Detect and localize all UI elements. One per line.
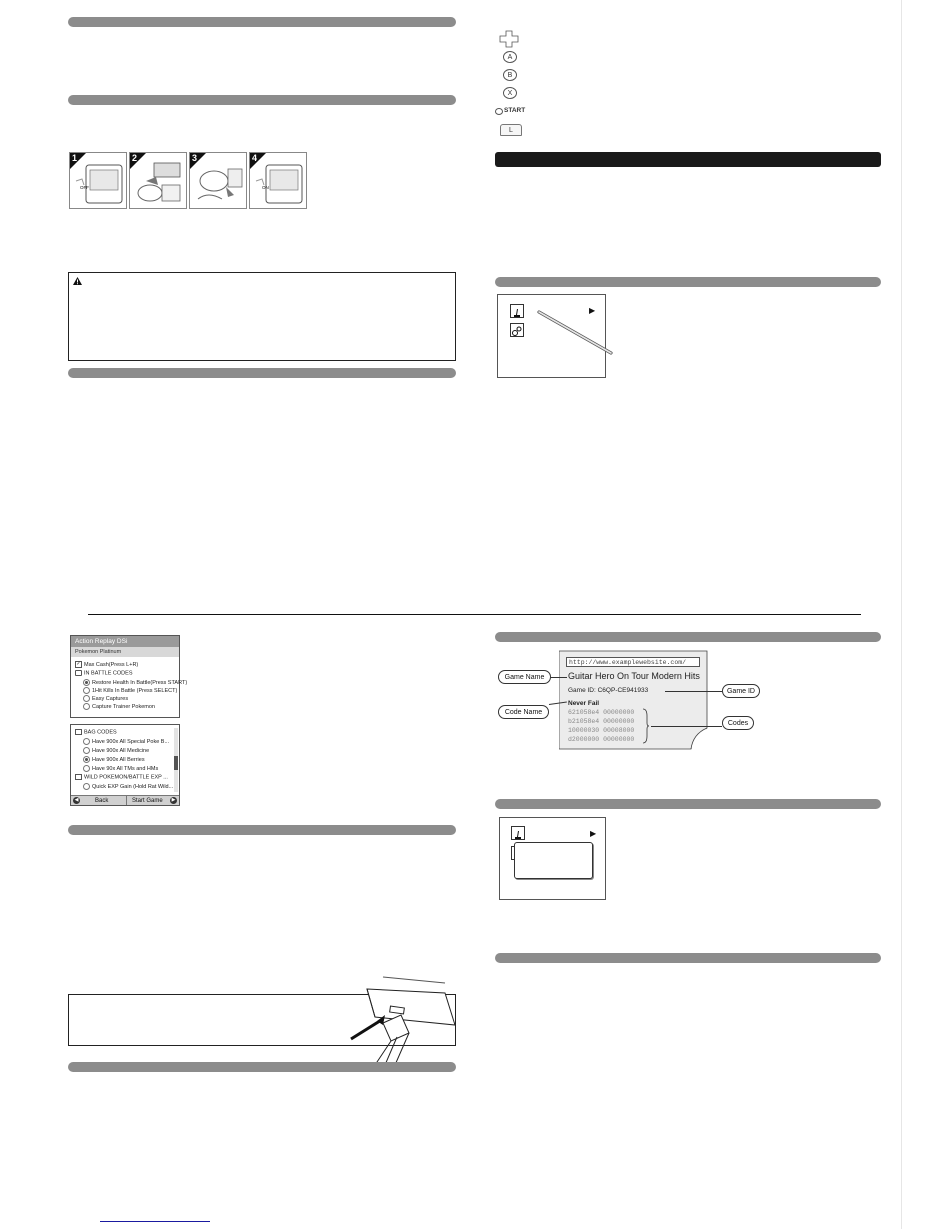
section-header-bar: [495, 277, 881, 287]
confirm-popup[interactable]: [514, 842, 593, 879]
scrollbar-thumb[interactable]: [174, 756, 178, 770]
section-header-bar: [495, 632, 881, 642]
code-list-item[interactable]: Easy Captures: [83, 695, 128, 702]
code-sheet-game-name: Guitar Hero On Tour Modern Hits: [568, 671, 700, 681]
step-on-label: ON: [262, 185, 269, 190]
step-number: 3: [192, 153, 198, 163]
code-list-item[interactable]: 1Hit Kills In Battle (Press SELECT): [83, 687, 177, 694]
code-sheet-url: http://www.examplewebsite.com/: [566, 657, 700, 667]
x-button-icon: X: [503, 87, 517, 99]
arp-back-button[interactable]: ◀ Back: [71, 795, 126, 805]
code-list-item[interactable]: Have 900x All Special Poke B...: [83, 738, 169, 745]
section-header-black: [495, 152, 881, 167]
callout-game-name: Game Name: [498, 670, 551, 684]
code-sheet-code-line: b21058e4 00000000: [568, 718, 635, 725]
back-arrow-icon: ◀: [74, 797, 79, 803]
arp-scrollbar[interactable]: [174, 728, 178, 792]
stylus-illustration: [535, 308, 615, 358]
arp-start-game-button[interactable]: Start Game ▶: [126, 795, 179, 805]
code-sheet-code-line: 621058e4 00000000: [568, 709, 635, 716]
radio-icon: [83, 738, 90, 745]
action-replay-app-icon: [510, 304, 524, 318]
radio-selected-icon: [83, 679, 90, 686]
code-folder-item[interactable]: WILD POKEMON/BATTLE EXP ...: [75, 774, 168, 780]
folder-icon: [75, 774, 82, 780]
code-list-item[interactable]: Restore Health In Battle(Press START): [83, 679, 187, 686]
folder-icon: [75, 729, 82, 735]
code-sheet-diagram: [495, 650, 765, 750]
settings-app-icon: [510, 323, 524, 337]
arp-title: Action Replay DSi: [71, 636, 179, 647]
section-header-bar: [495, 953, 881, 963]
code-sheet-code-name: Never Fail: [568, 700, 600, 707]
code-sheet-code-line: d2000000 00000000: [568, 736, 635, 743]
install-step-3: [189, 152, 247, 209]
folder-icon: [75, 670, 82, 676]
section-header-bar: [68, 17, 456, 27]
install-step-2: [129, 152, 187, 209]
warning-icon: [73, 277, 82, 285]
code-list-item[interactable]: Capture Trainer Pokemon: [83, 703, 155, 710]
warning-box: [68, 272, 456, 361]
arp-top-screen: [70, 635, 188, 718]
l-button-icon: L: [500, 124, 522, 136]
section-header-bar: [68, 368, 456, 378]
callout-codes: Codes: [722, 716, 754, 730]
step-number: 2: [132, 153, 138, 163]
radio-icon: [83, 695, 90, 702]
radio-selected-icon: [83, 756, 90, 763]
code-list-item[interactable]: Have 900x All Berries: [83, 756, 145, 763]
step-number: 4: [252, 153, 258, 163]
code-list-item[interactable]: Have 90x All TMs and HMs: [83, 765, 158, 772]
controls-legend: [495, 28, 535, 140]
section-header-bar: [68, 825, 456, 835]
start-label: START: [504, 107, 526, 114]
section-header-bar: [68, 1062, 456, 1072]
usb-connection-illustration: [345, 975, 460, 1065]
arp-bottom-screen: [70, 724, 180, 806]
codes-brace-icon: [642, 708, 650, 744]
next-page-arrow-icon[interactable]: ▶: [589, 306, 596, 315]
checkbox-checked-icon: ✓: [76, 661, 81, 667]
step-off-label: OFF: [80, 185, 89, 190]
arp-game-title: Pokemon Platinum: [71, 647, 179, 657]
link-underline: [100, 1221, 210, 1222]
code-list-item[interactable]: ✓ Max Cash(Press L+R): [76, 661, 139, 668]
code-folder-item[interactable]: BAG CODES: [75, 729, 117, 735]
install-step-4: [249, 152, 307, 209]
arp-top-list: [75, 661, 188, 717]
section-header-bar: [68, 95, 456, 105]
a-button-icon: A: [503, 51, 517, 63]
callout-leader-line: [551, 677, 567, 678]
page-edge-line: [901, 0, 902, 1229]
code-folder-item[interactable]: IN BATTLE CODES: [75, 670, 133, 676]
ds-menu-screen-popup: [499, 817, 606, 900]
code-list-item[interactable]: Have 900x All Medicine: [83, 747, 149, 754]
dpad-icon: [499, 30, 519, 48]
step-number: 1: [72, 153, 78, 163]
code-list-item[interactable]: Quick EXP Gain (Hold Rat Wild...: [83, 783, 173, 790]
install-steps-illustration: [69, 152, 307, 209]
callout-code-name: Code Name: [498, 705, 549, 719]
page-fold-divider: [88, 614, 861, 615]
start-arrow-icon: ▶: [171, 797, 176, 803]
b-button-icon: B: [503, 69, 517, 81]
radio-icon: [83, 747, 90, 754]
radio-icon: [83, 765, 90, 772]
next-page-arrow-icon[interactable]: ▶: [590, 829, 597, 838]
action-replay-app-icon: [511, 826, 525, 840]
radio-icon: [83, 783, 90, 790]
code-sheet-game-id: Game ID: C6QP-CE941933: [568, 687, 649, 694]
radio-icon: [83, 703, 90, 710]
callout-leader-line: [665, 691, 722, 692]
code-sheet-code-line: 10000030 00008000: [568, 727, 635, 734]
callout-leader-line: [651, 726, 722, 727]
arp-bottom-list: [75, 729, 173, 791]
callout-game-id: Game ID: [722, 684, 760, 698]
radio-icon: [83, 687, 90, 694]
install-step-1: [69, 152, 127, 209]
section-header-bar: [495, 799, 881, 809]
start-button-icon: [495, 108, 503, 115]
